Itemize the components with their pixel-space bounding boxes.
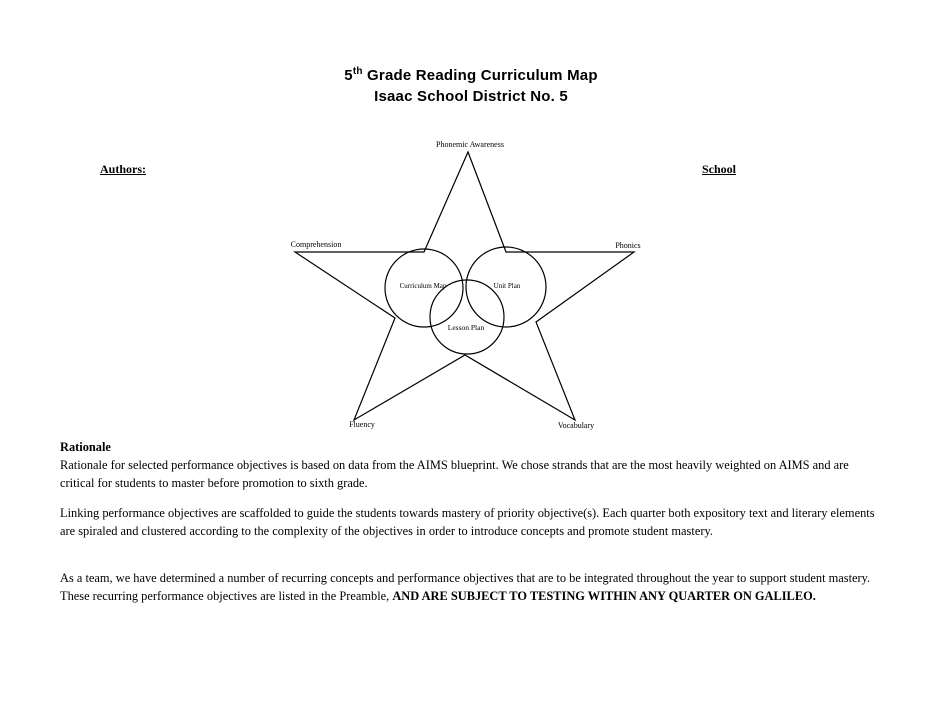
title-grade: 5 bbox=[344, 67, 353, 84]
label-fluency: Fluency bbox=[349, 420, 375, 429]
title-grade-suffix: th bbox=[352, 66, 363, 77]
label-phonemic-awareness: Phonemic Awareness bbox=[436, 140, 504, 149]
rationale-heading: Rationale bbox=[60, 440, 111, 454]
rationale-paragraph-3-text: As a team, we have determined a number of recurring concepts and performance objectives that are to be integrated throughout the year to support student mastery. These recurring performance objectives are listed in the Preamble, bbox=[60, 571, 871, 603]
label-lesson-plan: Lesson Plan bbox=[447, 323, 485, 332]
title-text: Grade Reading Curriculum Map bbox=[362, 67, 598, 84]
school-label: School bbox=[702, 162, 737, 176]
rationale-paragraph-2: Linking performance objectives are scaffolded to guide the students towards mastery of priority objective(s). Each quarter both expository text and literary elements are spiraled and clustered according to the complexity of the objectives in order to introduce concepts and promote student mastery. bbox=[60, 506, 875, 538]
label-unit-plan: Unit Plan bbox=[493, 282, 521, 290]
label-phonics: Phonics bbox=[615, 241, 641, 250]
label-vocabulary: Vocabulary bbox=[557, 421, 595, 430]
rationale-paragraph-3-emphasis: AND ARE SUBJECT TO TESTING WITHIN ANY QUARTER ON GALILEO. bbox=[392, 589, 816, 603]
rationale-paragraph-3 bbox=[60, 569, 886, 605]
label-comprehension: Comprehension bbox=[290, 240, 342, 249]
star-outline bbox=[295, 152, 634, 420]
district-name: Isaac School District No. 5 bbox=[374, 88, 568, 105]
lesson-plan-circle bbox=[430, 280, 504, 354]
rationale-paragraph-1: Rationale for selected performance objectives is based on data from the AIMS blueprint. We chose strands that are the most heavily weighted on AIMS and are critical for students to master before promotion to sixth grade. bbox=[60, 458, 849, 490]
authors-label: Authors: bbox=[100, 162, 147, 176]
label-curriculum-map: Curriculum Map bbox=[399, 282, 447, 290]
